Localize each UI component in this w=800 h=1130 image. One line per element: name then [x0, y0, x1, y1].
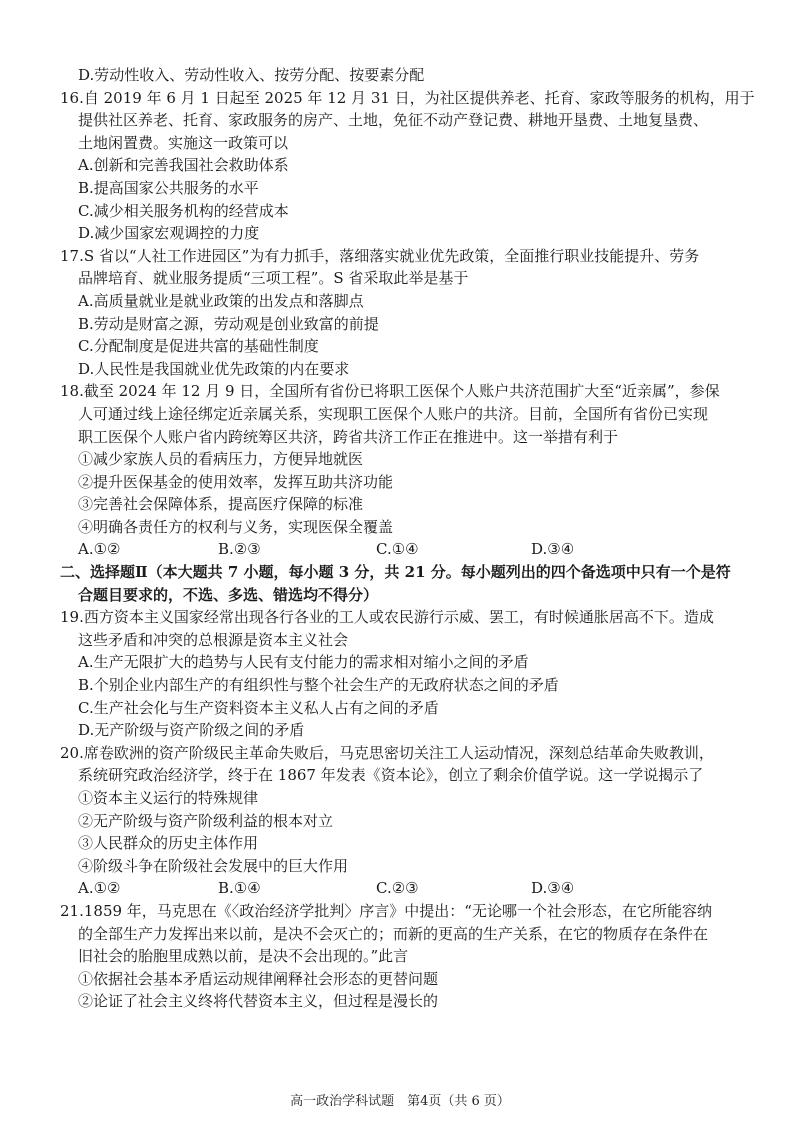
page-footer: 高一政治学科试题 第4页（共 6 页）	[290, 1094, 510, 1109]
text-line: ③人民群众的历史主体作用	[78, 834, 259, 853]
text-line: ①依据社会基本矛盾运动规律阐释社会形态的更替问题	[78, 969, 439, 988]
answer-option: C.①④	[376, 540, 419, 559]
text-line: 21.1859 年，马克思在《〈政治经济学批判〉序言》中提出：“无论哪一个社会形态，在它所能容纳	[60, 901, 712, 920]
text-line: B.提高国家公共服务的水平	[78, 178, 259, 197]
text-line: 这些矛盾和冲突的总根源是资本主义社会	[78, 630, 349, 649]
text-line: ②论证了社会主义终将代替资本主义，但过程是漫长的	[78, 992, 439, 1011]
answer-option: D.③④	[531, 540, 575, 559]
answer-option: C.②③	[376, 879, 419, 898]
exam-content	[60, 64, 760, 1013]
text-line: 品牌培育、就业服务提质“三项工程”。S 省采取此举是基于	[78, 269, 469, 288]
answer-option: B.①④	[218, 879, 261, 898]
text-line: D.减少国家宏观调控的力度	[78, 224, 260, 243]
text-line: 系统研究政治经济学，终于在 1867 年发表《资本论》，创立了剩余价值学说。这一学说揭示了	[78, 766, 704, 785]
text-line: 18.截至 2024 年 12 月 9 日，全国所有省份已将职工医保个人账户共济范围扩大至“近亲属”，参保	[60, 382, 720, 401]
text-line: ①资本主义运行的特殊规律	[78, 789, 259, 807]
text-line: ④阶级斗争在阶级社会发展中的巨大作用	[78, 856, 349, 875]
text-line: 17.S 省以“人社工作进园区”为有力抓手，落细落实就业优先政策，全面推行职业技能提升、劳务	[60, 246, 700, 265]
text-line: ③完善社会保障体系，提高医疗保障的标准	[78, 495, 364, 514]
section-heading-line: 合题目要求的，不选、多选、错选均不得分）	[78, 585, 379, 604]
text-line: D.劳动性收入、劳动性收入、按劳分配、按要素分配	[78, 66, 425, 84]
text-line: C.生产社会化与生产资料资本主义私人占有之间的矛盾	[78, 698, 439, 717]
text-line: 人可通过线上途径绑定近亲属关系，实现职工医保个人账户的共济。目前，全国所有省份已实现	[78, 404, 709, 423]
text-line: C.减少相关服务机构的经营成本	[78, 201, 289, 220]
text-line: 旧社会的胎胞里成熟以前，是决不会出现的。”此言	[78, 947, 409, 966]
text-line: C.分配制度是促进共富的基础性制度	[78, 337, 319, 356]
text-line: 19.西方资本主义国家经常出现各行各业的工人或农民游行示威、罢工，有时候通胀居高不下。造成	[60, 608, 714, 627]
text-line: 提供社区养老、托育、家政服务的房产、土地，免征不动产登记费、耕地开垦费、土地复垦费、	[78, 111, 709, 130]
text-line: ②无产阶级与资产阶级利益的根本对立	[78, 811, 334, 830]
text-line: B.劳动是财富之源，劳动观是创业致富的前提	[78, 314, 379, 333]
text-line: 职工医保个人账户省内跨统筹区共济，跨省共济工作正在推进中。这一举措有利于	[78, 427, 619, 446]
answer-option: A.①②	[78, 540, 121, 559]
text-line: ①减少家族人员的看病压力，方便异地就医	[78, 450, 364, 469]
answer-option: B.②③	[218, 540, 261, 559]
text-line: B.个别企业内部生产的有组织性与整个社会生产的无政府状态之间的矛盾	[78, 676, 559, 695]
text-line: ④明确各责任方的权利与义务，实现医保全覆盖	[78, 517, 394, 536]
text-line: 20.席卷欧洲的资产阶级民主革命失败后，马克思密切关注工人运动情况，深刻总结革命失败教训，	[60, 743, 714, 762]
text-line: A.生产无限扩大的趋势与人民有支付能力的需求相对缩小之间的矛盾	[78, 653, 529, 672]
text-line: D.无产阶级与资产阶级之间的矛盾	[78, 721, 305, 740]
text-line: A.创新和完善我国社会救助体系	[78, 156, 289, 175]
answer-options-row	[60, 538, 760, 561]
answer-options-row	[60, 877, 760, 900]
answer-option: A.①②	[78, 879, 121, 898]
text-line: 土地闲置费。实施这一政策可以	[78, 133, 289, 152]
text-line: D.人民性是我国就业优先政策的内在要求	[78, 359, 350, 378]
text-line: 16.自 2019 年 6 月 1 日起至 2025 年 12 月 31 日，为社区提供养老、托育、家政等服务的机构，用于	[60, 88, 755, 107]
text-line: 的全部生产力发挥出来以前，是决不会灭亡的；而新的更高的生产关系，在它的物质存在条件在	[78, 924, 709, 943]
text-line: ②提升医保基金的使用效率，发挥互助共济功能	[78, 472, 394, 491]
answer-option: D.③④	[531, 879, 575, 898]
section-heading-line: 二、选择题Ⅱ（本大题共 7 小题，每小题 3 分，共 21 分。每小题列出的四个备选项中只有一个是符	[60, 563, 731, 582]
text-line: A.高质量就业是就业政策的出发点和落脚点	[78, 291, 364, 310]
